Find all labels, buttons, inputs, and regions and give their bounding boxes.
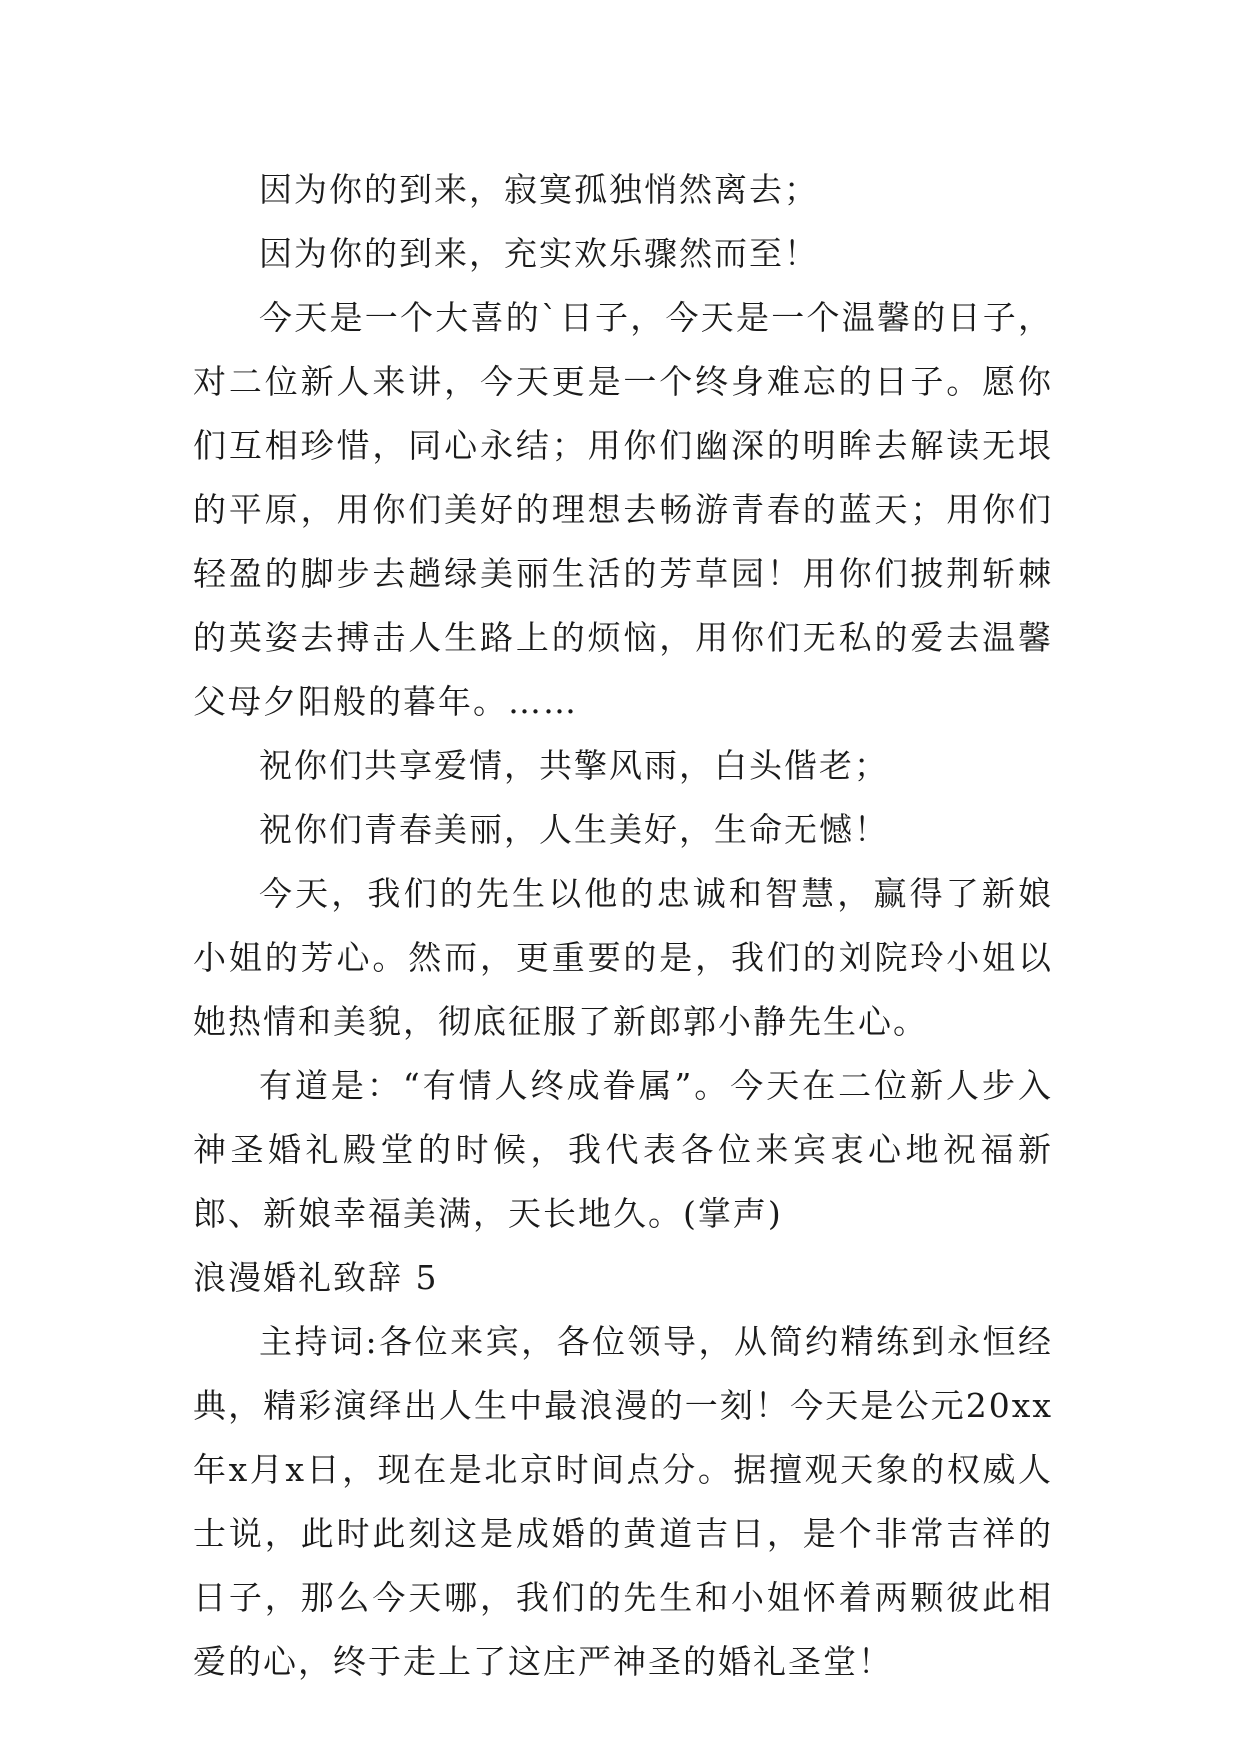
- paragraph: 今天是一个大喜的`日子，今天是一个温馨的日子，对二位新人来讲，今天更是一个终身难忘的日子。愿你们互相珍惜，同心永结；用你们幽深的明眸去解读无垠的平原，用你们美好的理想去畅游青春的蓝天；用你们轻盈的脚步去趟绿美丽生活的芳草园！用你们披荆斩棘的英姿去搏击人生路上的烦恼，用你们无私的爱去温馨父母夕阳般的暮年。……: [193, 298, 1053, 721]
- paragraph: 有道是：“有情人终成眷属”。今天在二位新人步入神圣婚礼殿堂的时候，我代表各位来宾衷心地祝福新郎、新娘幸福美满，天长地久。(掌声): [193, 1066, 1053, 1233]
- paragraph: 因为你的到来，寂寞孤独悄然离去；: [259, 170, 819, 209]
- paragraph: 祝你们青春美丽，人生美好，生命无憾！: [259, 810, 889, 849]
- paragraph: 因为你的到来，充实欢乐骤然而至！: [259, 234, 819, 273]
- paragraph: 今天，我们的先生以他的忠诚和智慧，赢得了新娘小姐的芳心。然而，更重要的是，我们的刘院玲小姐以她热情和美貌，彻底征服了新郎郭小静先生心。: [193, 874, 1053, 1041]
- document-body: [193, 158, 1053, 1694]
- paragraph: 主持词:各位来宾，各位领导，从简约精练到永恒经典，精彩演绎出人生中最浪漫的一刻！今天是公元20xx年x月x日，现在是北京时间点分。据擅观天象的权威人士说，此时此刻这是成婚的黄道吉日，是个非常吉祥的日子，那么今天哪，我们的先生和小姐怀着两颗彼此相爱的心，终于走上了这庄严神圣的婚礼圣堂！: [193, 1322, 1053, 1681]
- section-title: 浪漫婚礼致辞 5: [193, 1258, 439, 1297]
- paragraph: 祝你们共享爱情，共擎风雨，白头偕老；: [259, 746, 889, 785]
